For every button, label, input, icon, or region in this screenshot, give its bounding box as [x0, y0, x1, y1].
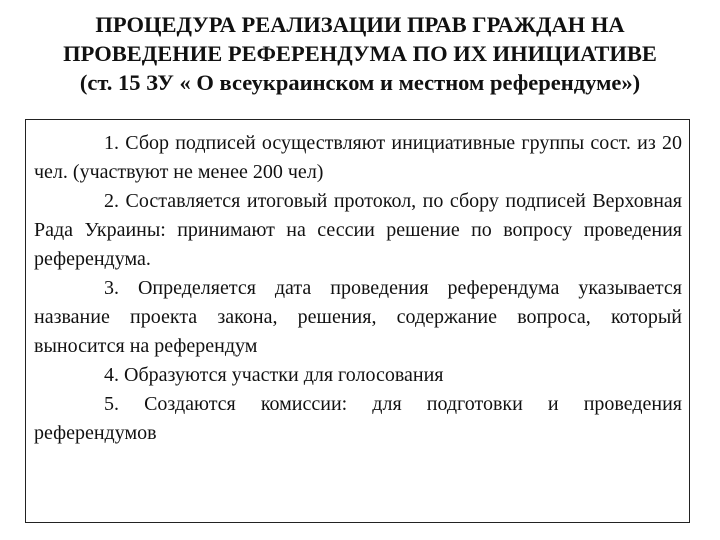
procedure-step-5: 5. Создаются комиссии: для подготовки и проведения референдумов [34, 393, 682, 444]
title-line-1: ПРОЦЕДУРА РЕАЛИЗАЦИИ ПРАВ ГРАЖДАН НА [95, 12, 625, 37]
slide-title [0, 10, 720, 97]
procedure-step-1: 1. Сбор подписей осуществляют инициативные группы сост. из 20 чел. (участвуют не менее 200 чел) [34, 132, 682, 183]
procedure-step-3: 3. Определяется дата проведения референдума указывается название проекта закона, решения, содержание вопроса, который выносится на референдум [34, 277, 682, 357]
title-line-3: (ст. 15 ЗУ « О всеукраинском и местном референдуме») [79, 70, 641, 95]
title-line-2: ПРОВЕДЕНИЕ РЕФЕРЕНДУМА ПО ИХ ИНИЦИАТИВЕ [63, 41, 657, 66]
procedure-step-2: 2. Составляется итоговый протокол, по сбору подписей Верховная Рада Украины: принимают на сессии решение по вопросу проведения референдума. [34, 190, 682, 270]
procedure-step-4: 4. Образуются участки для голосования [104, 364, 444, 386]
content-box [25, 119, 690, 523]
